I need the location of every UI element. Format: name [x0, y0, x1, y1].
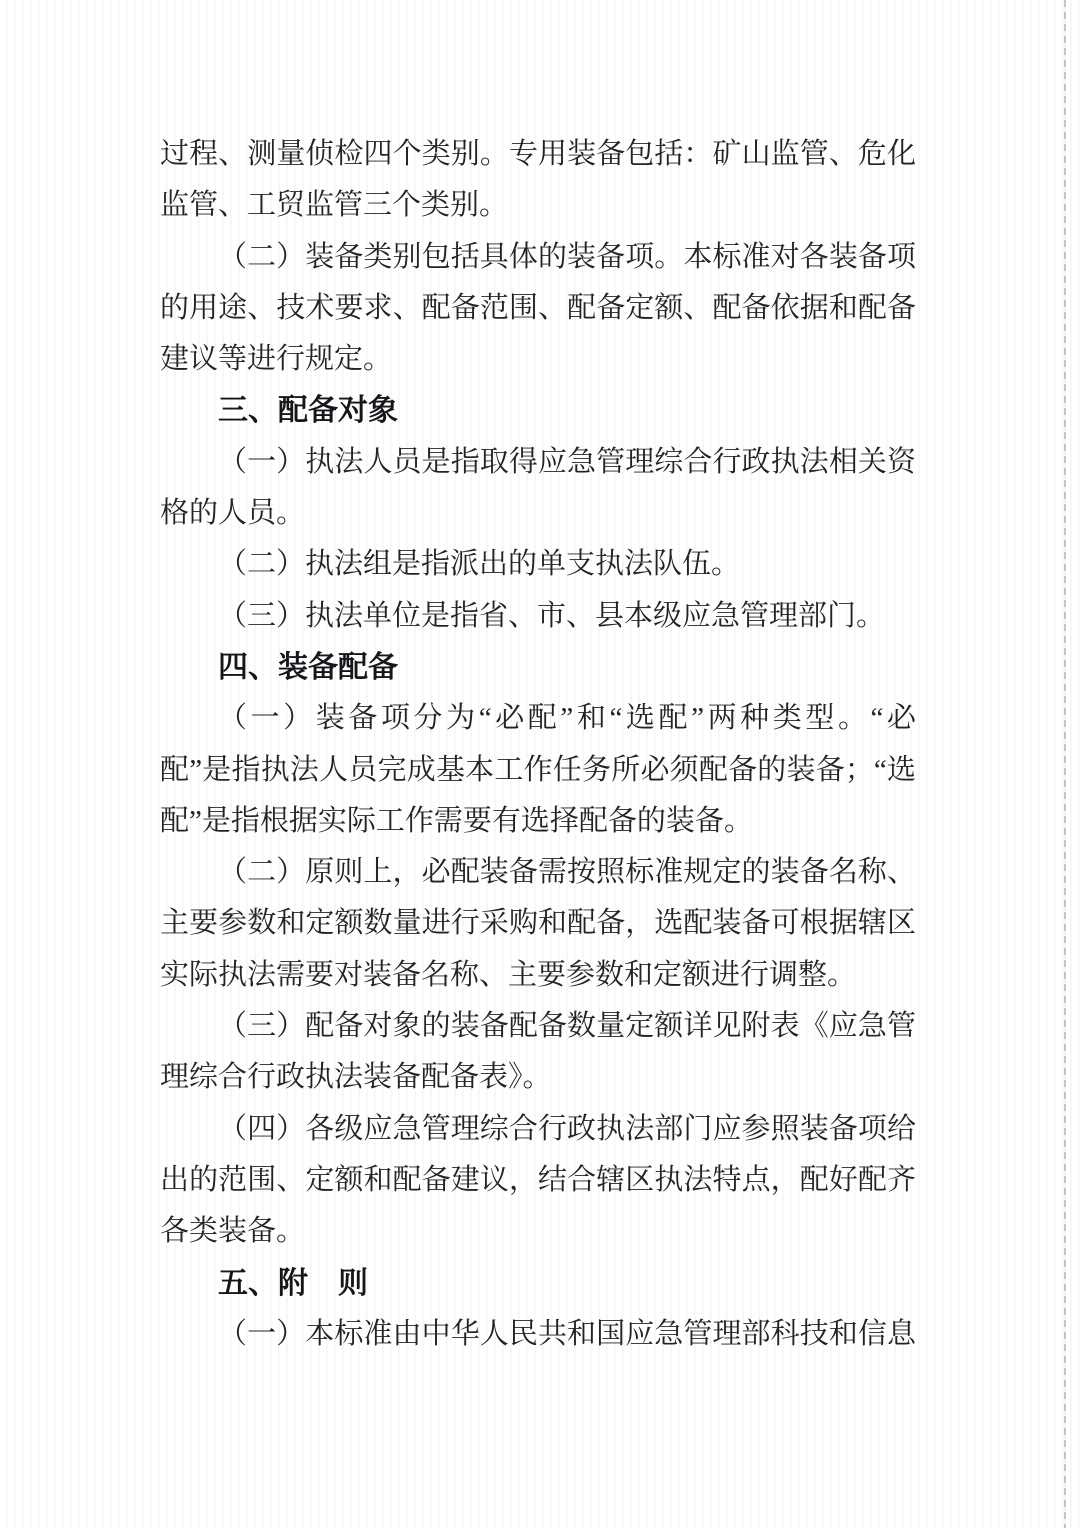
document-content — [160, 129, 916, 1360]
document-line: 格的人员。 — [160, 497, 306, 530]
document-line: （二）原则上，必配装备需按照标准规定的装备名称、 — [218, 856, 916, 889]
section-heading: 四、装备配备 — [218, 650, 398, 684]
document-line: （二）执法组是指派出的单支执法队伍。 — [218, 548, 741, 581]
document-line: （二）装备类别包括具体的装备项。本标准对各装备项 — [218, 240, 916, 273]
document-line: （一）执法人员是指取得应急管理综合行政执法相关资 — [218, 445, 916, 478]
document-line: 出的范围、定额和配备建议，结合辖区执法特点，配好配齐 — [160, 1163, 916, 1196]
document-line: 实际执法需要对装备名称、主要参数和定额进行调整。 — [160, 958, 857, 991]
document-line: 的用途、技术要求、配备范围、配备定额、配备依据和配备 — [160, 291, 916, 324]
document-line: （四）各级应急管理综合行政执法部门应参照装备项给 — [218, 1112, 916, 1145]
document-line: （三）配备对象的装备配备数量定额详见附表《应急管 — [218, 1010, 916, 1043]
document-line: 监管、工贸监管三个类别。 — [160, 189, 509, 222]
document-line: 理综合行政执法装备配备表》。 — [160, 1061, 552, 1094]
document-line: （一）装备项分为“必配”和“选配”两种类型。“必 — [218, 702, 916, 735]
document-line: 配”是指根据实际工作需要有选择配备的装备。 — [160, 804, 753, 837]
scan-artifact-line — [1064, 0, 1066, 1528]
document-line: 过程、测量侦检四个类别。专用装备包括：矿山监管、危化 — [160, 138, 916, 170]
document-line: （三）执法单位是指省、市、县本级应急管理部门。 — [218, 599, 886, 632]
document-line: 主要参数和定额数量进行采购和配备，选配装备可根据辖区 — [160, 907, 916, 940]
section-heading: 五、附 则 — [218, 1266, 368, 1300]
document-line: 配”是指执法人员完成基本工作任务所必须配备的装备；“选 — [160, 753, 916, 786]
section-heading: 三、配备对象 — [218, 394, 398, 428]
document-line: 建议等进行规定。 — [160, 343, 393, 376]
document-line: （一）本标准由中华人民共和国应急管理部科技和信息 — [218, 1317, 916, 1350]
document-line: 各类装备。 — [160, 1215, 306, 1248]
